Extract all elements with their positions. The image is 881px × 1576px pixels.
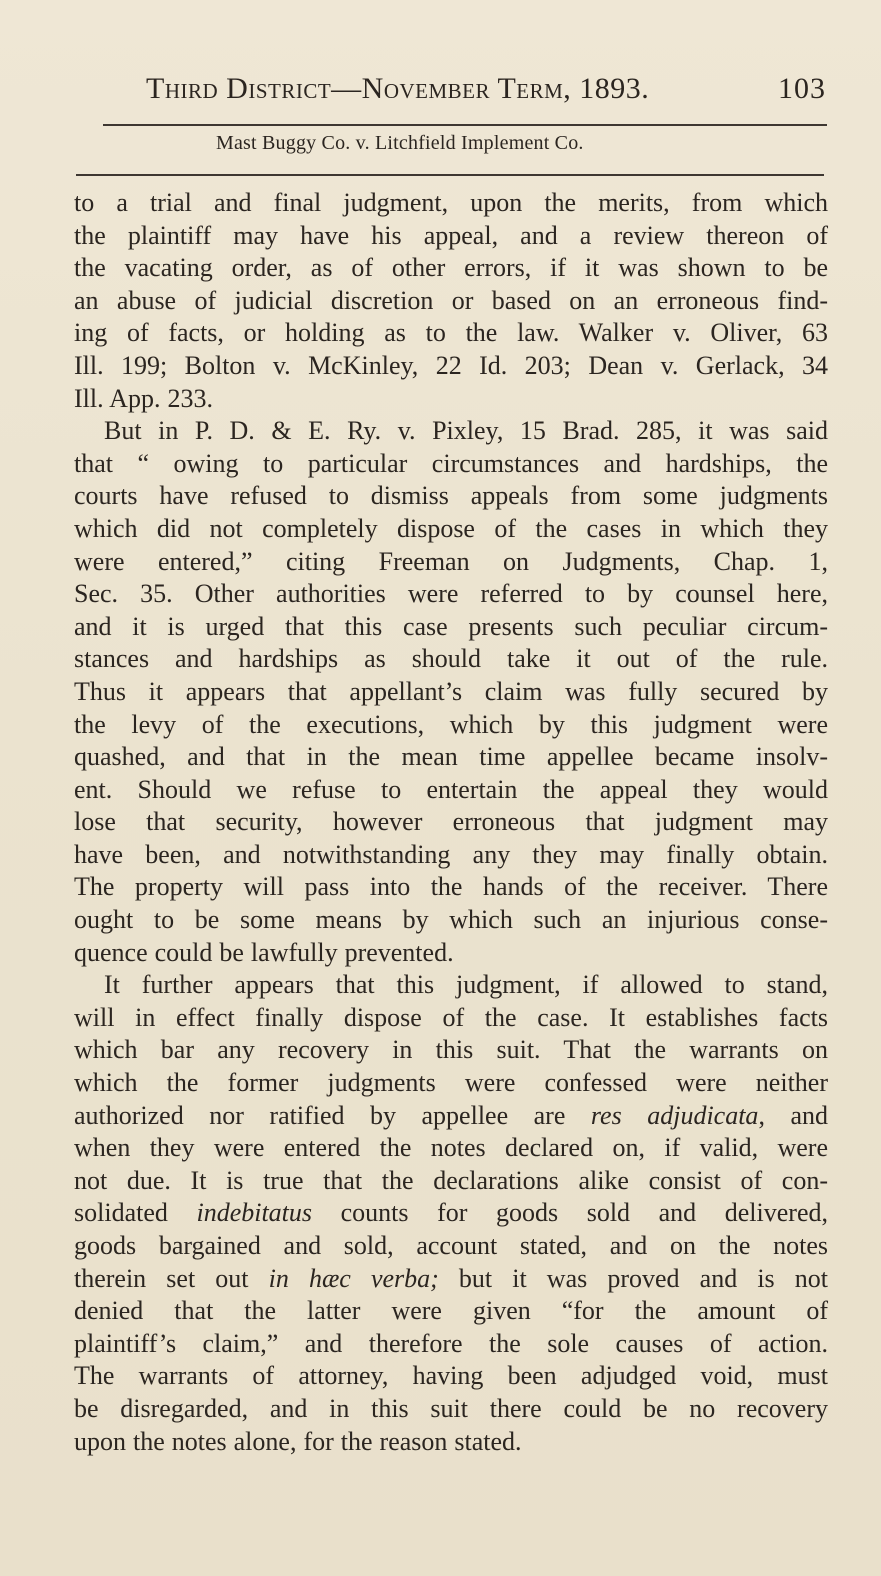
paragraph-start-line: It further appears that this judgment, if allowed to stand, [104, 970, 828, 1000]
text-line: be disregarded, and in this suit there could be no recovery [74, 1393, 828, 1423]
header-rule-bottom [76, 174, 824, 176]
line-text: therein set out [74, 1263, 269, 1293]
running-title: Third District—November Term, 1893. [146, 72, 650, 105]
text-line: denied that the latter were given “for the amount of [74, 1296, 828, 1326]
text-line: were entered,” citing Freeman on Judgments, Chap. 1, [74, 546, 828, 576]
text-line: an abuse of judicial discretion or based on an erroneous find- [74, 285, 828, 315]
text-line: to a trial and final judgment, upon the merits, from which [74, 188, 828, 217]
text-line: that “ owing to particular circumstances and hardships, the [74, 448, 828, 478]
line-text: authorized nor ratified by appellee are [74, 1100, 591, 1130]
text-line: quashed, and that in the mean time appellee became insolv- [74, 742, 828, 772]
text-line-with-italic [74, 1100, 828, 1133]
italic-phrase: indebitatus [196, 1198, 313, 1228]
text-line: The warrants of attorney, having been adjudged void, must [74, 1361, 828, 1391]
text-line-with-italic [74, 1263, 828, 1296]
text-line: Sec. 35. Other authorities were referred to by counsel here, [74, 579, 828, 609]
text-line: upon the notes alone, for the reason stated. [74, 1426, 522, 1456]
text-line: the vacating order, as of other errors, if it was shown to be [74, 253, 828, 283]
text-line-with-italic [74, 1197, 828, 1230]
line-text: counts for goods sold and delivered, [312, 1198, 828, 1228]
paragraph-start-line: But in P. D. & E. Ry. v. Pixley, 15 Brad. 285, it was said [104, 416, 828, 446]
text-line: lose that security, however erroneous that judgment may [74, 807, 828, 837]
text-line: the levy of the executions, which by this judgment were [74, 709, 828, 739]
text-line: the plaintiff may have his appeal, and a review thereon of [74, 220, 828, 250]
running-head [146, 72, 826, 116]
case-title: Mast Buggy Co. v. Litchfield Implement Co. [216, 132, 584, 154]
opinion-text [74, 187, 828, 1458]
text-line: goods bargained and sold, account stated, and on the notes [74, 1231, 828, 1260]
text-line: ing of facts, or holding as to the law. Walker v. Oliver, 63 [74, 318, 828, 348]
text-line: The property will pass into the hands of the receiver. There [74, 872, 828, 902]
text-line: ent. Should we refuse to entertain the appeal they would [74, 774, 828, 804]
text-line: Thus it appears that appellant’s claim was fully secured by [74, 676, 828, 706]
line-text: solidated [74, 1198, 197, 1228]
italic-phrase: in hæc verba; [268, 1263, 439, 1293]
text-line: quence could be lawfully prevented. [74, 937, 454, 967]
text-line: which did not completely dispose of the cases in which they [74, 513, 828, 543]
text-line: and it is urged that this case presents such peculiar circum- [74, 611, 828, 641]
text-line: stances and hardships as should take it out of the rule. [74, 644, 828, 674]
line-text: , and [758, 1100, 828, 1130]
text-line: plaintiff’s claim,” and therefore the sole causes of action. [74, 1328, 828, 1358]
text-line: have been, and notwithstanding any they may finally obtain. [74, 839, 828, 869]
page-number: 103 [778, 72, 826, 105]
text-line: which the former judgments were confessed were neither [74, 1068, 828, 1098]
text-line: Ill. 199; Bolton v. McKinley, 22 Id. 203; Dean v. Gerlack, 34 [74, 350, 828, 380]
text-line: courts have refused to dismiss appeals from some judgments [74, 481, 828, 511]
text-line: Ill. App. 233. [74, 383, 213, 413]
italic-phrase: res adjudicata [590, 1100, 759, 1130]
text-line: which bar any recovery in this suit. That the warrants on [74, 1035, 828, 1065]
text-line: will in effect finally dispose of the case. It establishes facts [74, 1002, 828, 1032]
header-rule-top [103, 124, 827, 126]
text-line: not due. It is true that the declarations alike consist of con- [74, 1165, 828, 1195]
text-line: ought to be some means by which such an injurious conse- [74, 905, 828, 935]
line-text: but it was proved and is not [438, 1263, 828, 1293]
text-line: when they were entered the notes declared on, if valid, were [74, 1133, 828, 1163]
